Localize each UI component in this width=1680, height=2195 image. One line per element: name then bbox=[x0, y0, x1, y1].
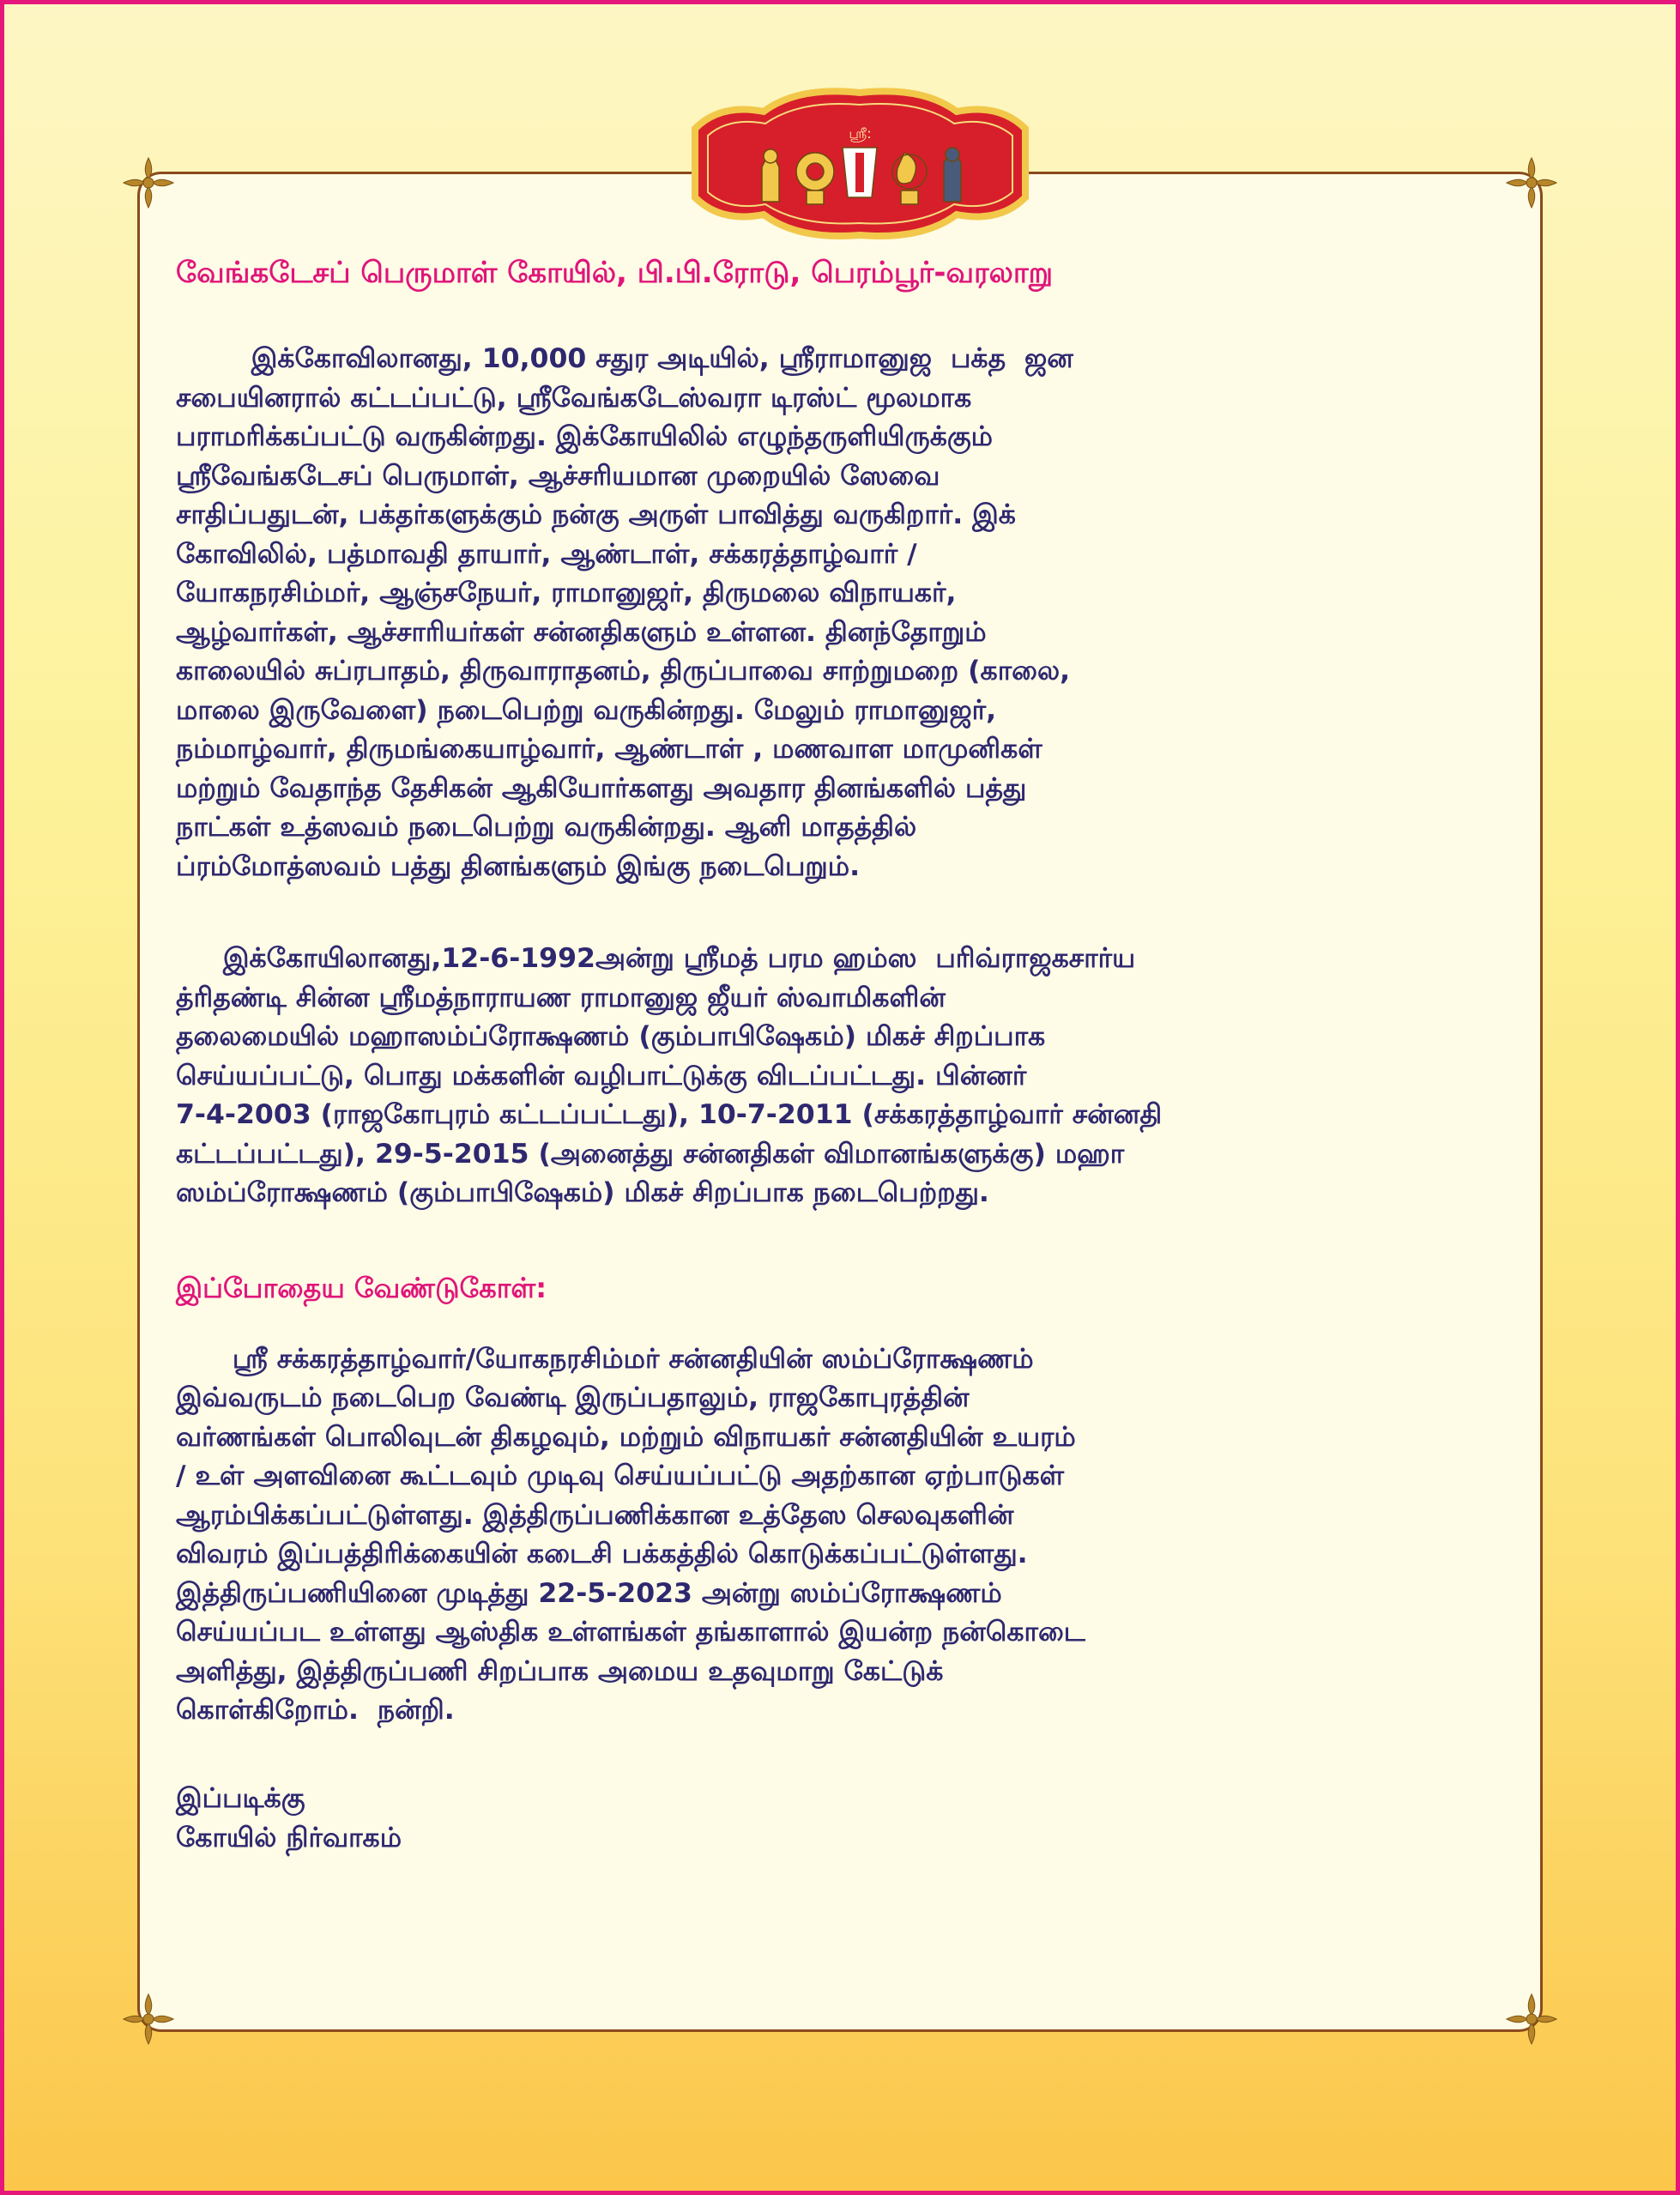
corner-ornament-icon bbox=[1502, 153, 1562, 213]
text-line: ஸ்ரீவேங்கடேசப் பெருமாள், ஆச்சரியமான முறையில் ஸேவை bbox=[176, 460, 940, 492]
corner-ornament-icon bbox=[118, 153, 178, 213]
signoff-signature: கோயில் நிர்வாகம் bbox=[176, 1822, 402, 1853]
text-line: மற்றும் வேதாந்த தேசிகன் ஆகியோர்களது அவதார தினங்களில் பத்து bbox=[176, 772, 1027, 804]
temple-emblem-icon bbox=[669, 86, 1051, 242]
text-line: யோகநரசிம்மர், ஆஞ்சநேயர், ராமானுஜர், திருமலை விநாயகர், bbox=[176, 577, 957, 608]
signoff-line: இப்படிக்கு bbox=[176, 1782, 305, 1814]
text-line: விவரம் இப்பத்திரிக்கையின் கடைசி பக்கத்தில் கொடுக்கப்பட்டுள்ளது. bbox=[176, 1539, 1028, 1569]
text-line: 7-4-2003 (ராஜகோபுரம் கட்டப்பட்டது), 10-7-2011 (சக்கரத்தாழ்வார் சன்னதி bbox=[176, 1099, 1163, 1130]
text-line: த்ரிதண்டி சின்ன ஸ்ரீமத்நாராயண ராமானுஜ ஜீயர் ஸ்வாமிகளின் bbox=[176, 982, 946, 1013]
text-line: நாட்கள் உத்ஸவம் நடைபெற்று வருகின்றது. ஆனி மாதத்தில் bbox=[176, 812, 917, 843]
emblem-label: ஸ்ரீ: bbox=[849, 125, 872, 142]
text-line: செய்யப்பட்டு, பொது மக்களின் வழிபாட்டுக்கு விடப்பட்டது. பின்னர் bbox=[176, 1060, 1027, 1091]
document-body bbox=[176, 251, 1530, 1858]
text-line: ஆரம்பிக்கப்பட்டுள்ளது. இத்திருப்பணிக்கான உத்தேஸ செலவுகளின் bbox=[176, 1499, 1014, 1531]
text-line: இக்கோயிலானது,12-6-1992அன்று ஸ்ரீமத் பரம ஹம்ஸ பரிவ்ராஜகசார்ய bbox=[176, 943, 1136, 974]
text-line: பராமரிக்கப்பட்டு வருகின்றது. இக்கோயிலில் எழுந்தருளியிருக்கும் bbox=[176, 421, 993, 452]
page-title: வேங்கடேசப் பெருமாள் கோயில், பி.பி.ரோடு, பெரம்பூர்-வரலாறு bbox=[176, 256, 1054, 290]
request-paragraph bbox=[176, 1340, 1530, 1731]
text-line: தலைமையில் மஹாஸம்ப்ரோக்ஷணம் (கும்பாபிஷேகம்) மிகச் சிறப்பாக bbox=[176, 1021, 1046, 1052]
text-line: ஸ்ரீ சக்கரத்தாழ்வார்/யோகநரசிம்மர் சன்னதியின் ஸம்ப்ரோக்ஷணம் bbox=[176, 1343, 1034, 1375]
text-line: மாலை இருவேளை) நடைபெற்று வருகின்றது. மேலும் ராமானுஜர், bbox=[176, 694, 997, 726]
text-line: செய்யப்பட உள்ளது ஆஸ்திக உள்ளங்கள் தங்காளால் இயன்ற நன்கொடை bbox=[176, 1617, 1085, 1648]
history-paragraph bbox=[176, 340, 1530, 886]
text-line: ப்ரம்மோத்ஸவம் பத்து தினங்களும் இங்கு நடைபெறும். bbox=[176, 850, 861, 882]
corner-ornament-icon bbox=[118, 1989, 178, 2049]
text-line: / உள் அளவினை கூட்டவும் முடிவு செய்யப்பட்டு அதற்கான ஏற்பாடுகள் bbox=[176, 1460, 1065, 1491]
text-line: காலையில் சுப்ரபாதம், திருவாராதனம், திருப்பாவை சாற்றுமறை (காலை, bbox=[176, 656, 1071, 686]
text-line: நம்மாழ்வார், திருமங்கையாழ்வார், ஆண்டாள் , மணவாள மாமுனிகள் bbox=[176, 734, 1042, 765]
consecration-paragraph bbox=[176, 940, 1530, 1213]
text-line: ஸம்ப்ரோக்ஷணம் (கும்பாபிஷேகம்) மிகச் சிறப்பாக நடைபெற்றது. bbox=[176, 1177, 989, 1208]
text-line: இவ்வருடம் நடைபெற வேண்டி இருப்பதாலும், ராஜகோபுரத்தின் bbox=[176, 1382, 970, 1413]
text-line: வர்ணங்கள் பொலிவுடன் திகழவும், மற்றும் விநாயகர் சன்னதியின் உயரம் bbox=[176, 1421, 1076, 1453]
text-line: கட்டப்பட்டது), 29-5-2015 (அனைத்து சன்னதிகள் விமானங்களுக்கு) மஹா bbox=[176, 1138, 1125, 1170]
corner-ornament-icon bbox=[1502, 1989, 1562, 2049]
text-line: இக்கோவிலானது, 10,000 சதுர அடியில், ஸ்ரீராமானுஜ பக்த ஜன bbox=[176, 343, 1073, 374]
text-line: கோவிலில், பத்மாவதி தாயார், ஆண்டாள், சக்கரத்தாழ்வார் / bbox=[176, 538, 917, 570]
text-line: ஆழ்வார்கள், ஆச்சாரியர்கள் சன்னதிகளும் உள்ளன. தினந்தோறும் bbox=[176, 616, 987, 648]
text-line: அளித்து, இத்திருப்பணி சிறப்பாக அமைய உதவுமாறு கேட்டுக் bbox=[176, 1655, 944, 1687]
text-line: சாதிப்பதுடன், பக்தர்களுக்கும் நன்கு அருள் பாவித்து வருகிறார். இக் bbox=[176, 499, 1016, 530]
request-heading: இப்போதைய வேண்டுகோள்: bbox=[176, 1271, 547, 1304]
text-line: சபையினரால் கட்டப்பட்டு, ஸ்ரீவேங்கடேஸ்வரா டிரஸ்ட் மூலமாக bbox=[176, 382, 972, 414]
text-line: கொள்கிறோம். நன்றி. bbox=[176, 1695, 455, 1726]
text-line: இத்திருப்பணியினை முடித்து 22-5-2023 அன்று ஸம்ப்ரோக்ஷணம் bbox=[176, 1577, 1002, 1609]
